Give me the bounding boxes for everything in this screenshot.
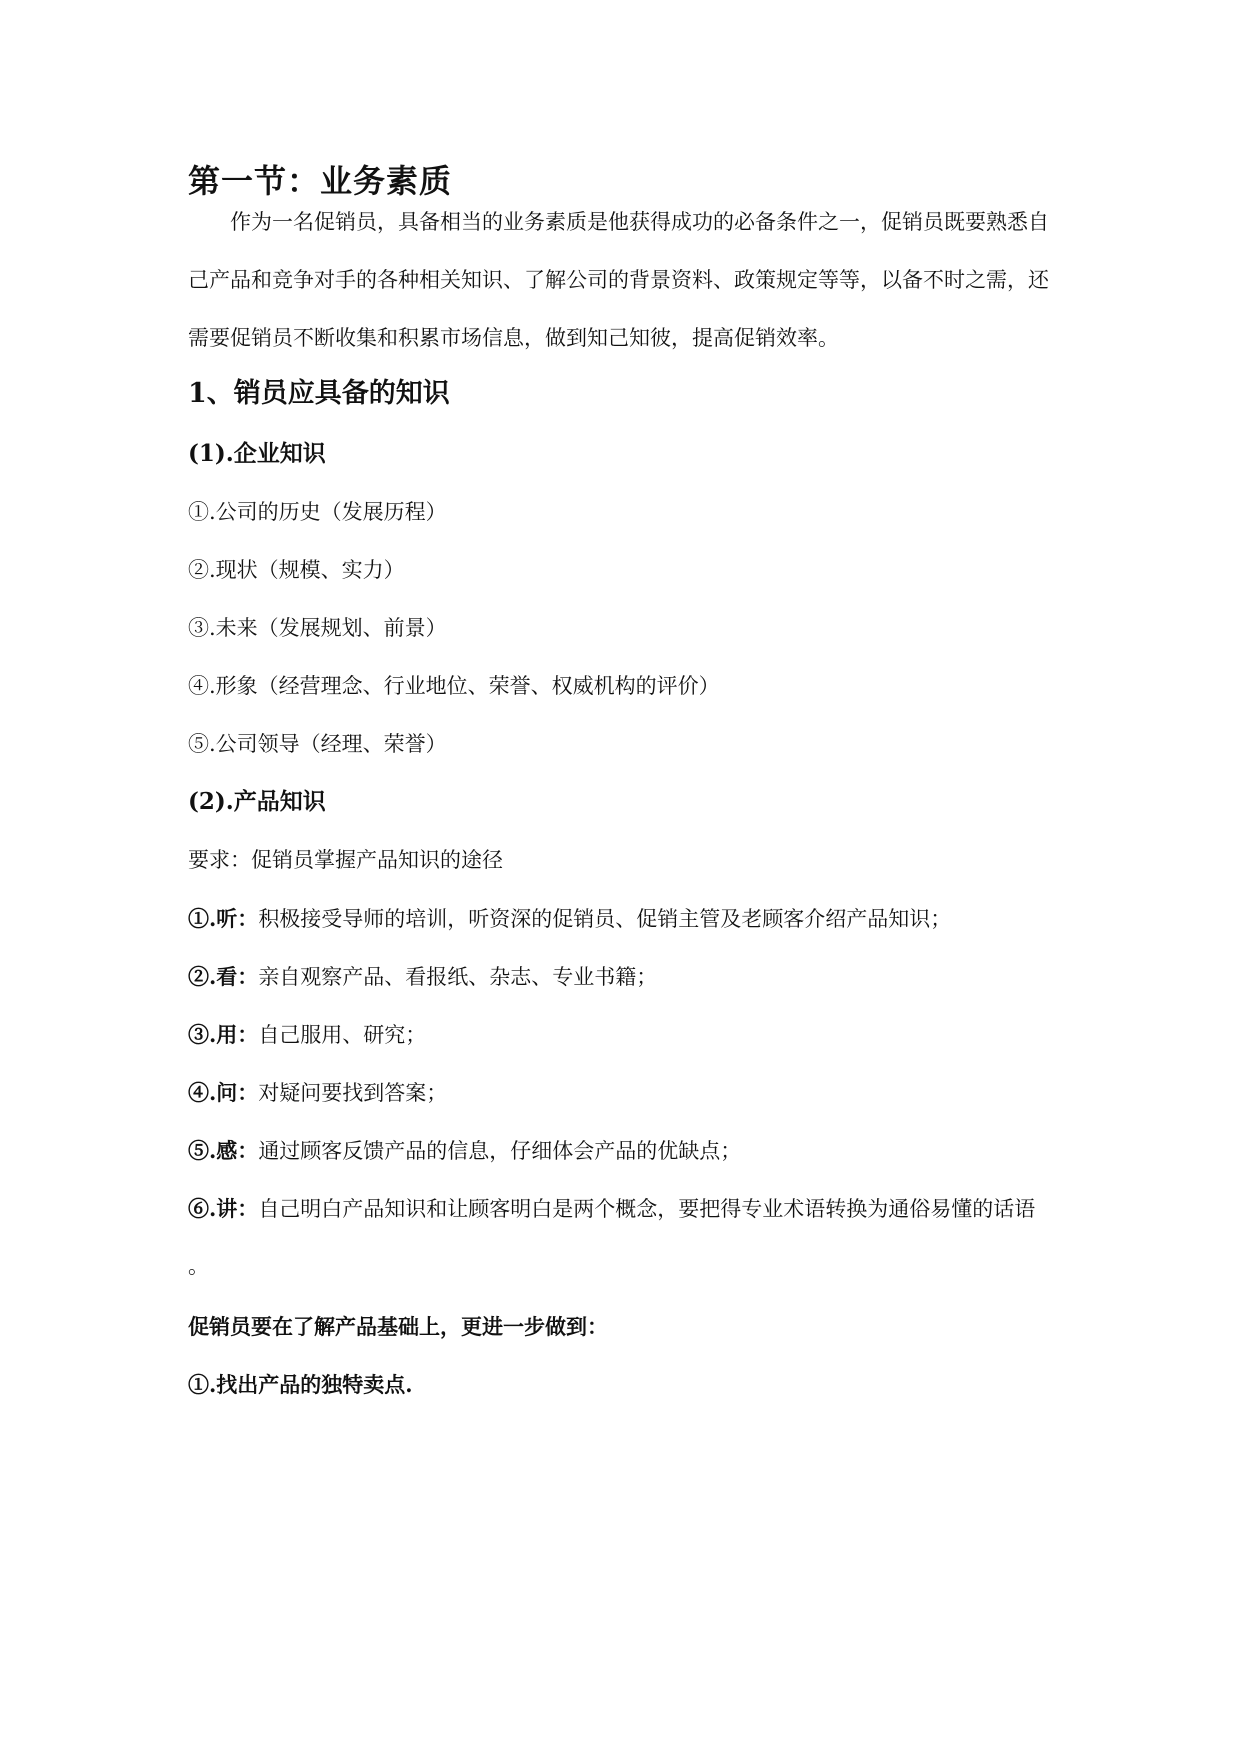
further-intro: 促销员要在了解产品基础上，更进一步做到： — [188, 1314, 608, 1339]
enterprise-item-status: ②.现状（规模、实力） — [188, 558, 405, 582]
method-label: ⑥.讲： — [188, 1196, 259, 1221]
method-text: 通过顾客反馈产品的信息，仔细体会产品的优缺点； — [258, 1139, 742, 1163]
method-label: ②.看： — [188, 964, 259, 989]
method-text: 亲自观察产品、看报纸、杂志、专业书籍； — [258, 965, 658, 989]
product-method-ask — [188, 1080, 447, 1106]
intro-line-3: 需要促销员不断收集和积累市场信息，做到知己知彼，提高促销效率。 — [188, 326, 839, 350]
product-method-use — [188, 1022, 426, 1048]
enterprise-item-image: ④.形象（经营理念、行业地位、荣誉、权威机构的评价） — [188, 674, 720, 698]
method-label: ④.问： — [188, 1080, 259, 1105]
product-method-speak — [188, 1196, 1035, 1222]
method-label: ③.用： — [188, 1022, 259, 1047]
section-heading-knowledge: 1、销员应具备的知识 — [188, 378, 450, 409]
enterprise-item-history: ①.公司的历史（发展历程） — [188, 500, 447, 524]
method-text: 自己明白产品知识和让顾客明白是两个概念，要把得专业术语转换为通俗易懂的话语 — [258, 1197, 1036, 1221]
enterprise-item-future: ③.未来（发展规划、前景） — [188, 616, 447, 640]
method-text: 积极接受导师的培训，听资深的促销员、促销主管及老顾客介绍产品知识； — [258, 907, 952, 931]
product-method-feel — [188, 1138, 741, 1164]
method-label: ⑤.感： — [188, 1138, 259, 1163]
subsection-heading-enterprise: (1).企业知识 — [188, 440, 326, 467]
product-method-look — [188, 964, 657, 990]
method-label: ①.听： — [188, 906, 259, 931]
subsection-heading-product: (2).产品知识 — [188, 788, 326, 815]
intro-line-1: 作为一名促销员，具备相当的业务素质是他获得成功的必备条件之一，促销员既要熟悉自 — [230, 210, 1049, 234]
method-text: 对疑问要找到答案； — [258, 1081, 448, 1105]
product-method-speak-continuation: 。 — [188, 1254, 209, 1278]
method-text: 自己服用、研究； — [258, 1023, 427, 1047]
page-title: 第一节：业务素质 — [188, 162, 453, 200]
enterprise-item-leadership: ⑤.公司领导（经理、荣誉） — [188, 732, 447, 756]
further-item-selling-point: ①.找出产品的独特卖点. — [188, 1372, 413, 1397]
product-method-listen — [188, 906, 951, 932]
product-requirement: 要求：促销员掌握产品知识的途径 — [188, 848, 503, 872]
intro-line-2: 己产品和竞争对手的各种相关知识、了解公司的背景资料、政策规定等等，以备不时之需，还 — [188, 268, 1049, 292]
